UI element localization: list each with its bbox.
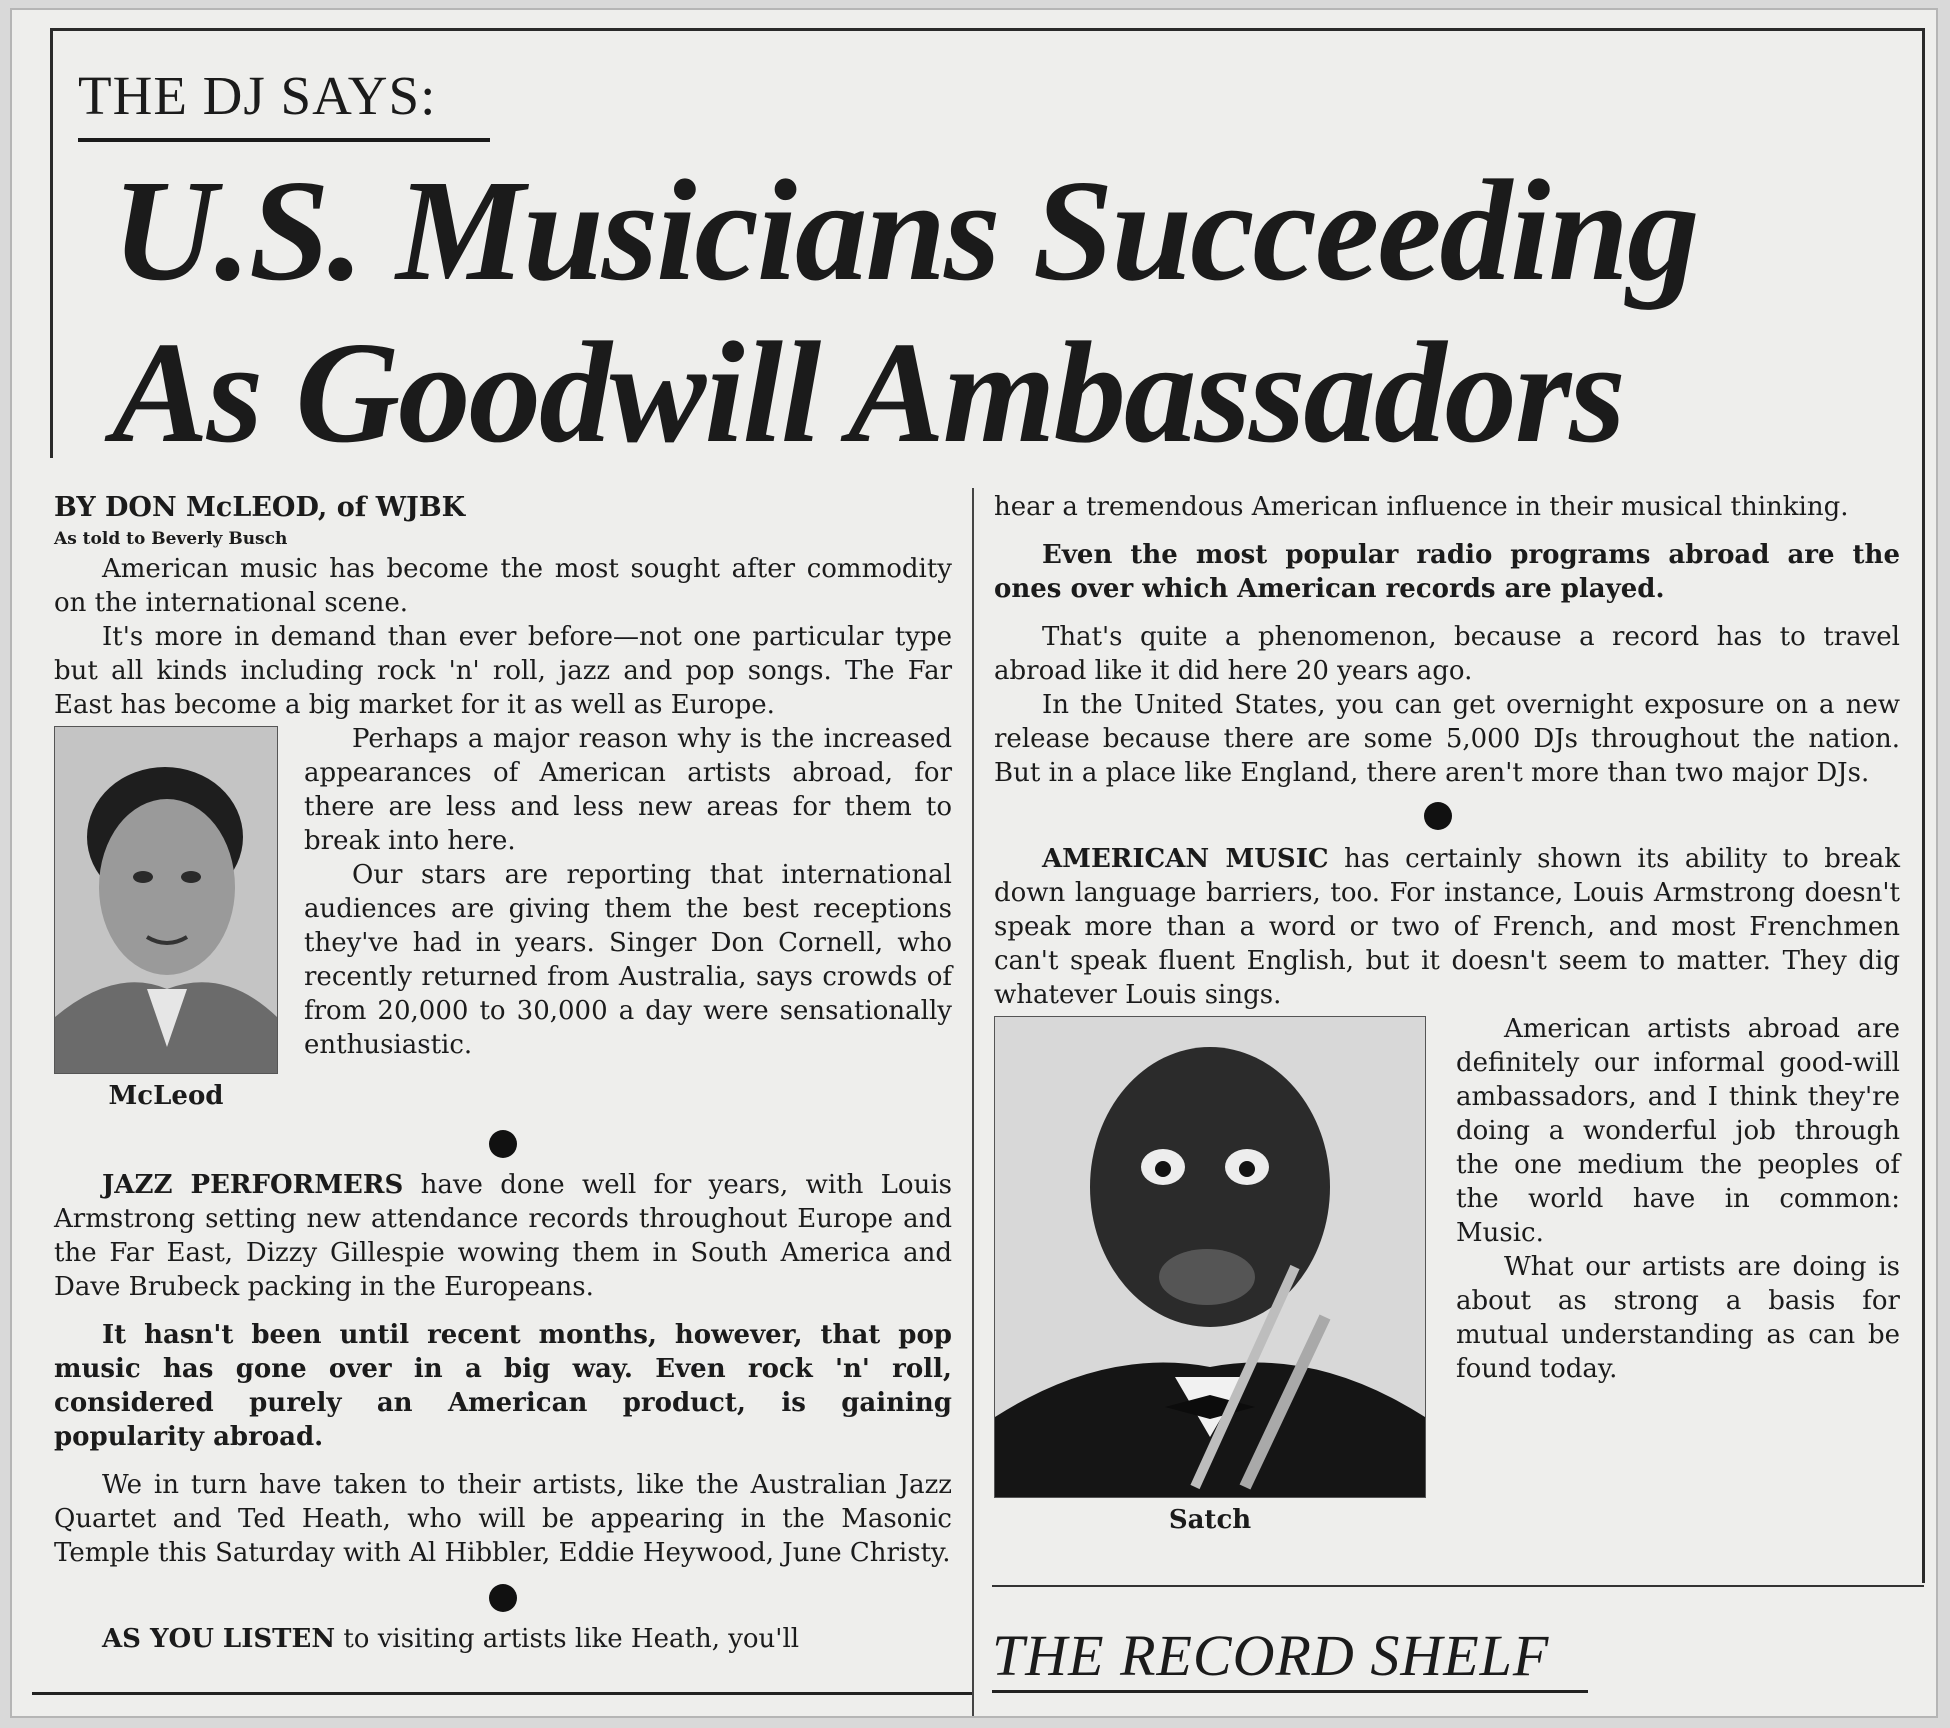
kicker: THE DJ SAYS: (78, 65, 437, 126)
bottom-rule-right (992, 1690, 1588, 1693)
paragraph: American music has become the most sought after commodity on the international scene. (54, 554, 952, 618)
paragraph-text: to visiting artists like Heath, you'll (335, 1624, 800, 1654)
paragraph: What our artists are doing is about as strong a basis for mutual understanding as can be found today. (1456, 1252, 1900, 1384)
headline-line-2: As Goodwill Ambassadors (112, 313, 1624, 473)
section-bullet (489, 1584, 517, 1612)
byline: BY DON McLEOD, of WJBK (54, 492, 466, 523)
paragraph-text: has certainly shown its ability to break down language barriers, too. For instance, Louis Armstrong doesn't speak more than a word or two of French, and most Frenchmen can't speak fluent English, but it doesn't seem to matter. They dig whatever Louis sings. (994, 844, 1900, 1010)
column-divider (972, 488, 974, 1718)
record-shelf-heading: THE RECORD SHELF (992, 1623, 1550, 1688)
right-column (994, 490, 1900, 1540)
paragraph (54, 1622, 952, 1656)
paragraph (54, 1168, 952, 1304)
jazz-lead: JAZZ PERFORMERS (102, 1170, 404, 1200)
mcleod-photo (54, 726, 278, 1074)
newspaper-clipping (10, 8, 1938, 1718)
section-bullet (489, 1130, 517, 1158)
section-bullet (1424, 802, 1452, 830)
music-lead: AMERICAN MUSIC (1042, 844, 1329, 874)
paragraph (54, 620, 952, 722)
paragraph: Perhaps a major reason why is the increased appearances of American artists abroad, for there are less and less new areas for them to break into here. (304, 724, 952, 856)
paragraph: We in turn have taken to their artists, like the Australian Jazz Quartet and Ted Heath, who will be appearing in the Masonic Temple this Saturday with Al Hibbler, Eddie Heywood, June Christy. (54, 1470, 952, 1568)
headline (112, 150, 1872, 474)
paragraph (994, 842, 1900, 1012)
section-divider (992, 1585, 1924, 1587)
paragraph: Even the most popular radio programs abroad are the ones over which American records are played. (994, 540, 1900, 604)
headline-frame-top (50, 28, 1924, 31)
paragraph: hear a tremendous American influence in their musical thinking. (994, 492, 1849, 522)
satch-photo-block (994, 1016, 1426, 1536)
headline-frame-left (50, 28, 53, 458)
as-told-to: As told to Beverly Busch (54, 529, 288, 549)
paragraph: It hasn't been until recent months, however, that pop music has gone over in a big way. Even rock 'n' roll, considered purely an American product, is gaining popularity abroad. (54, 1320, 952, 1452)
paragraph-text: It's more in demand than ever before—not one particular type but all kinds including rock 'n' roll, jazz and pop songs. The Far East has become a big market for it as well as Europe. (54, 622, 952, 720)
paragraph: American artists abroad are definitely our informal good-will ambassadors, and I think they're doing a wonderful job through the one medium the peoples of the world have in common: Music. (1456, 1014, 1900, 1248)
mcleod-caption: McLeod (108, 1081, 224, 1111)
paragraph-text: have done well for years, with Louis Armstrong setting new attendance records throughout Europe and the Far East, Dizzy Gillespie wowing them in South America and Dave Brubeck packing in the Europeans. (54, 1170, 952, 1302)
listen-lead: AS YOU LISTEN (102, 1624, 336, 1654)
bottom-rule-left (32, 1692, 972, 1695)
satch-caption: Satch (1168, 1505, 1252, 1535)
armstrong-illustration (995, 1017, 1425, 1497)
portrait-illustration (55, 727, 277, 1073)
paragraph: In the United States, you can get overnight exposure on a new release because there are some 5,000 DJs throughout the nation. But in a place like England, there aren't more than two major DJs. (994, 690, 1900, 788)
kicker-underline (78, 138, 490, 142)
mcleod-photo-block (54, 726, 278, 1112)
headline-line-1: U.S. Musicians Succeeding (112, 151, 1698, 311)
paragraph: Our stars are reporting that international audiences are giving them the best receptions they've had in years. Singer Don Cornell, who recently returned from Australia, says crowds of from 20,000 to 30,000 a day were sensationally enthusiastic. (304, 860, 952, 1060)
satch-photo (994, 1016, 1426, 1498)
column-frame-right (1922, 28, 1925, 1583)
paragraph: That's quite a phenomenon, because a record has to travel abroad like it did here 20 years ago. (994, 622, 1900, 686)
left-column (54, 490, 952, 1656)
